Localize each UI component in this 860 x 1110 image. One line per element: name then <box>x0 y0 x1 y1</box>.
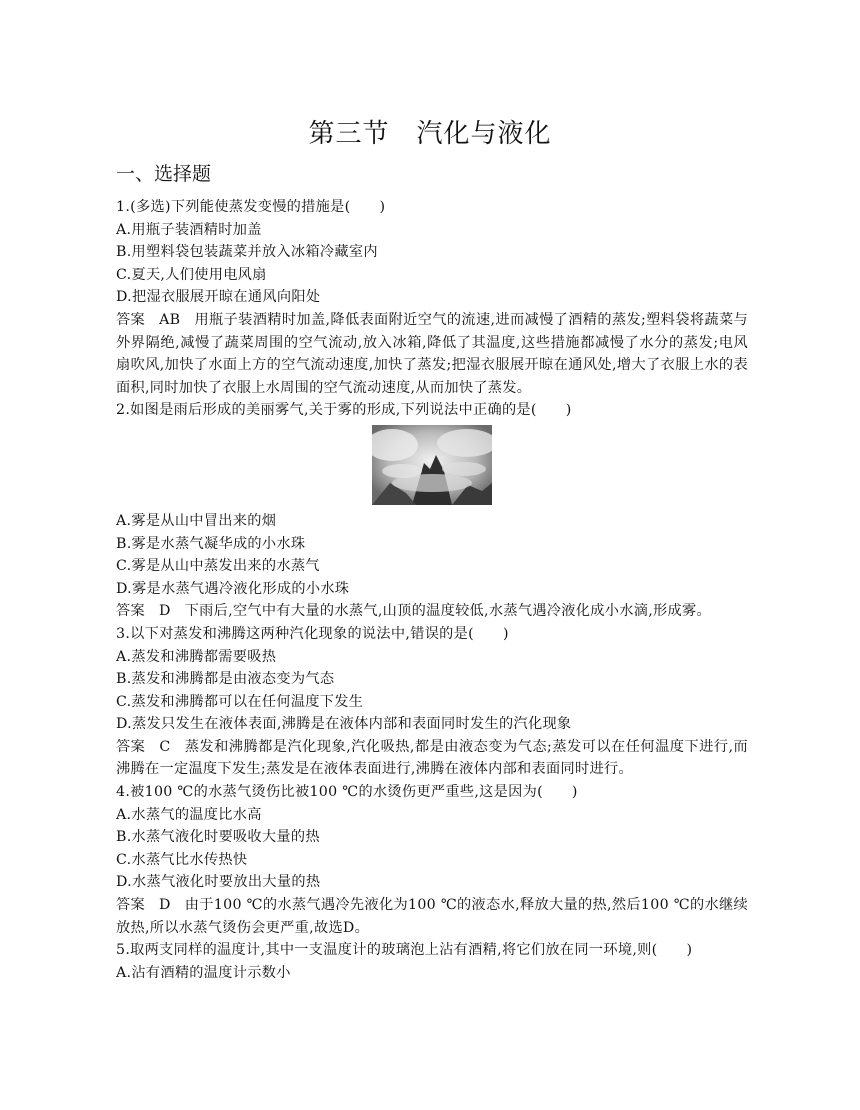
question-5-option-a: A.沾有酒精的温度计示数小 <box>116 964 291 981</box>
question-2-option-a: A.雾是从山中冒出来的烟 <box>116 512 277 529</box>
question-4-option-d: D.水蒸气液化时要放出大量的热 <box>116 874 321 891</box>
page-title: 第三节 汽化与液化 <box>308 119 552 149</box>
question-3-option-b: B.蒸发和沸腾都是由液态变为气态 <box>116 671 335 688</box>
question-5-stem: 5.取两支同样的温度计,其中一支温度计的玻璃泡上沾有酒精,将它们放在同一环境,则( ) <box>116 942 693 959</box>
answer-label: 答案 <box>116 897 146 914</box>
question-1-option-a: A.用瓶子装酒精时加盖 <box>116 221 262 238</box>
question-4-stem: 4.被100 ℃的水蒸气烫伤比被100 ℃的水烫伤更严重些,这是因为( ) <box>116 784 578 801</box>
question-3-option-a: A.蒸发和沸腾都需要吸热 <box>116 648 277 665</box>
misty-mountain-photo <box>372 425 492 505</box>
answer-explanation: 用瓶子装酒精时加盖,降低表面附近空气的流速,进而减慢了酒精的蒸发;塑料袋将蔬菜与外界隔绝,减慢了蔬菜周围的空气流动,放入冰箱,降低了其温度,这些措施都减慢了水分的蒸发;电风扇吹风,加快了水面上方的空气流动速度,加快了蒸发;把湿衣服展开晾在通风处,增大了衣服上水的表面积,同时加快了衣服上水周围的空气流动速度,从而加快了蒸发。 <box>116 311 748 396</box>
answer-label: 答案 <box>116 603 145 620</box>
answer-explanation: 由于100 ℃的水蒸气遇冷先液化为100 ℃的液态水,释放大量的热,然后100 ℃的水继续放热,所以水蒸气烫伤会更严重,故选D。 <box>116 897 748 936</box>
question-1-stem: 1.(多选)下列能使蒸发变慢的措施是( ) <box>116 199 386 215</box>
question-3-stem: 3.以下对蒸发和沸腾这两种汽化现象的说法中,错误的是( ) <box>116 625 509 642</box>
question-4-option-a: A.水蒸气的温度比水高 <box>116 806 262 823</box>
answer-label: 答案 <box>116 738 146 755</box>
question-1-option-c: C.夏天,人们使用电风扇 <box>116 266 267 283</box>
question-3-option-d: D.蒸发只发生在液体表面,沸腾是在液体内部和表面同时发生的汽化现象 <box>116 716 572 733</box>
answer-explanation: 蒸发和沸腾都是汽化现象,汽化吸热,都是由液态变为气态;蒸发可以在任何温度下进行,而沸腾在一定温度下发生;蒸发是在液体表面进行,沸腾在液体内部和表面同时进行。 <box>116 738 748 778</box>
answer-label: 答案 <box>116 311 146 328</box>
question-4-answer <box>116 894 748 939</box>
question-3-answer <box>116 736 748 781</box>
question-1-option-b: B.用塑料袋包装蔬菜并放入冰箱冷藏室内 <box>116 244 378 261</box>
question-2-option-b: B.雾是水蒸气凝华成的小水珠 <box>116 535 306 552</box>
question-2-option-c: C.雾是从山中蒸发出来的水蒸气 <box>116 558 320 575</box>
question-2-option-d: D.雾是水蒸气遇冷液化形成的小水珠 <box>116 580 350 597</box>
question-1-answer <box>116 309 748 399</box>
answer-key: AB <box>159 311 181 328</box>
question-2-stem: 2.如图是雨后形成的美丽雾气,关于雾的形成,下列说法中正确的是( ) <box>116 402 572 419</box>
section-heading: 一、选择题 <box>116 163 212 185</box>
answer-key: C <box>159 738 171 755</box>
question-4-option-b: B.水蒸气液化时要吸收大量的热 <box>116 829 320 846</box>
question-list <box>116 196 748 984</box>
answer-key: D <box>158 603 171 620</box>
question-2-figure <box>116 422 748 510</box>
question-2-answer <box>116 600 748 623</box>
question-3-option-c: C.蒸发和沸腾都可以在任何温度下发生 <box>116 693 364 710</box>
answer-key: D <box>159 897 171 914</box>
question-1-option-d: D.把湿衣服展开晾在通风向阳处 <box>116 289 321 306</box>
answer-explanation: 下雨后,空气中有大量的水蒸气,山顶的温度较低,水蒸气遇冷液化成小水滴,形成雾。 <box>184 603 711 620</box>
question-4-option-c: C.水蒸气比水传热快 <box>116 851 248 868</box>
